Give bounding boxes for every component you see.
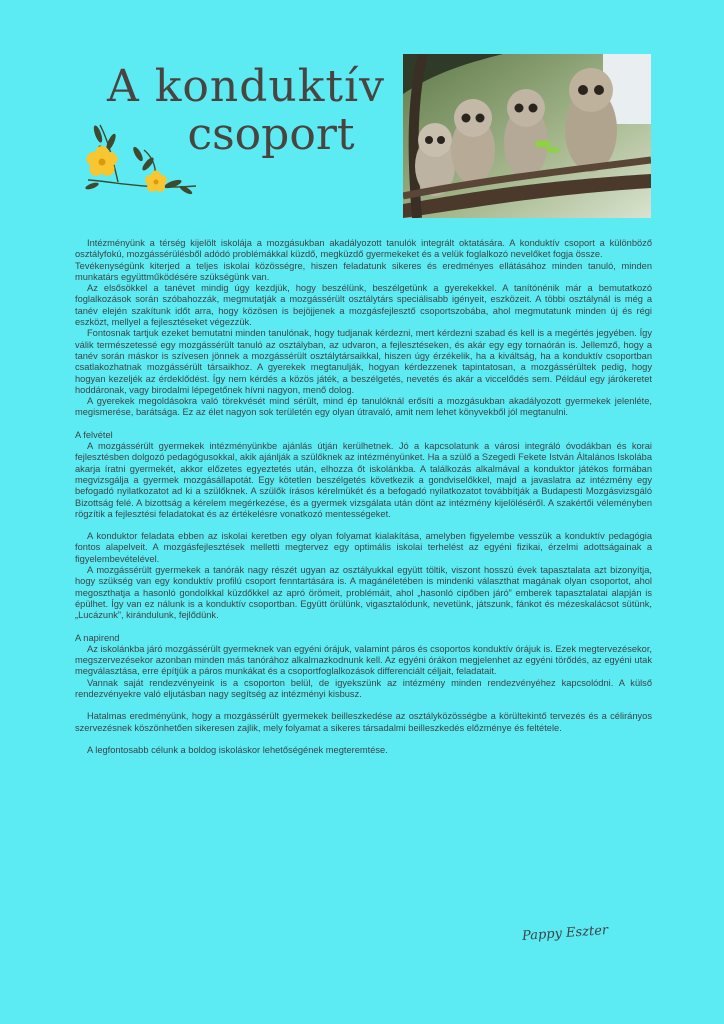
paragraph-solutions: A gyerekek megoldásokra való törekvését mind sérült, mind ép tanulóknál erősíti a mozgásukban akadályozott gyermekek jelenléte, megismerése, barátsága. Ez az élet nagyon sok területén egy olyan útravaló, amit nem lehet könyvekből jól megtanulni. [75, 396, 652, 418]
section-heading-schedule: A napirend [75, 632, 120, 643]
title-line-2: csoport [187, 109, 355, 161]
article-body [75, 238, 652, 756]
owl-3 [504, 89, 548, 178]
owl-4 [565, 68, 617, 172]
paragraph-first-graders: Az elsősökkel a tanévet mindig úgy kezdjük, hogy beszélünk, beszélgetünk a gyerekekkel. A tanítónénik már a bemutatkozó foglalkozások során szóbahozzák, megmutatják a mozgássérült osztálytárs speciálisabb igényeit, eszközeit. A többi osztálynál is még a tanév elején szakítunk időt arra, hogy közösen is bejöjjenek a mozgásfejlesztő csoportszobába, ahol megmutatunk minden új és régi eszközt, mellyel a fejlesztéseket végezzük. [75, 283, 652, 328]
paragraph-goal: A legfontosabb célunk a boldog iskoláskor lehetőségének megteremtése. [87, 744, 388, 755]
author-signature: Pappy Eszter [521, 923, 609, 944]
paragraph-admission: A mozgássérült gyermekek intézményünkbe ajánlás útján kerülhetnek. Jó a kapcsolatunk a városi integráló óvodákban és korai fejlesztésben dolgozó pedagógusokkal, akik ajánlják a szülőknek az intézményünket. Ha a szülő a Szegedi Fekete István Általános Iskolába akarja íratni gyermekét, akkor előzetes egyeztetés után, elhozza őt iskolánkba. A találkozás alkalmával a konduktor játékos formában megvizsgálja a gyermek mozgásállapotát. Egy kötetlen beszélgetés következik a gondviselőkkel, majd a javaslatra az intézmény egy befogadó nyilatkozatot ad ki a szülőknek. A szülők írásos kérelmükét és a befogadó nyilatkozatot továbbítják a Budapesti Mozgásvizsgáló Bizottság felé. A bizottság a kérelem megérkezése, és a gyermek vizsgálata után dönt az intézmény kijelöléséről. A szakértői véleményben rögzítik a fejlesztési feladatokat és az értékelésre vonatkozó mentességeket. [75, 441, 652, 519]
paragraph-group: A mozgássérült gyermekek a tanórák nagy részét ugyan az osztályukkal együtt töltik, viszont hosszú évek tapasztalata azt bizonyítja, hogy szükség van egy konduktív profilú csoport fenntartására is. A magánéletében is mindenki választhat magának olyan csoportot, ahol megoszthatja a hasonló gondolkkal küzdőkkel az apró örömeit, problémáit, ahol „hasonló cipőben járó” emberek tapasztalatai alapján is épülhet. Így van ez nálunk is a konduktív csoportban. Együtt örülünk, vigasztalódunk, nevetünk, játszunk, fánkot és mézeskalácsot sütünk, „Lucázunk”, kirándulunk, fejlődünk. [75, 565, 652, 621]
owl-chicks-photo [403, 54, 651, 218]
paragraph-importance: Fontosnak tartjuk ezeket bemutatni minden tanulónak, hogy tudjanak kérdezni, mert kérdezni szabad és kell is a megértés jegyében. Így válik természetessé egy mozgássérült tanuló az osztályban, az udvaron, a fejlesztéseken, és akár egy egy tornaórán is. Jellemző, hogy a tanév során máskor is szívesen jönnek a mozgássérült osztálytársaikkal, hiszen úgy érzékelik, ha a kiváltság, ha a konduktív csoportban csatlakozhatnak mozgássérült társaikhoz. A gyerekek megtanulják, hogyan kérdezzenek tapintatosan, a mozgássérültek pedig, hogy hogyan kezeljék az érdeklődést. Így nem kérdés a közös játék, a beszélgetés, nevetés és akár a viccelődés sem. Például egy járókeretet hoddáronak, vagy birodalmi lépegetőnek hívni nagyon, menő dolog. [75, 328, 652, 395]
section-heading-admission: A felvétel [75, 429, 113, 440]
paragraph-events: Vannak saját rendezvényeink is a csoporton belül, de igyekszünk az intézmény minden rendezvényéhez kapcsolódni. A külső rendezvényekre való eljutásban nagy segítség az intézményi kisbusz. [75, 677, 652, 699]
paragraph-schedule: Az iskolánkba járó mozgássérült gyermeknek van egyéni órájuk, valamint páros és csoportos konduktív órájuk is. Ezek megtervezésekor, megszervezésekor azonban minden más tanórához alkalmazkodnunk kell. Az egyéni órákon megjelenhet az egyéni törődés, az egyéni utak megválasztása, erre építjük a páros munkákat és a csoportfoglalkozások differenciált céljait, feladatait. [75, 643, 652, 677]
title-line-1: A konduktív [106, 61, 386, 112]
owl-2 [451, 99, 495, 184]
yellow-flowers-icon [78, 120, 208, 210]
paragraph-activity: Tevékenységünk kiterjed a teljes iskolai közösségre, hiszen feladatunk sikeres és eredményes ellátásához minden tanuló, minden munkatárs együttműködésére szükségünk van. [75, 260, 652, 282]
paragraph-intro: Intézményünk a térség kijelölt iskolája a mozgásukban akadályozott tanulók integrált oktatására. A konduktív csoport a különböző osztályfokú, mozgássérülésből adódó problémákkal küzdő, megküzdő gyermekeket és a velük foglalkozó nevelőket fogja össze. [75, 238, 652, 260]
paragraph-conductor-task: A konduktor feladata ebben az iskolai keretben egy olyan folyamat kialakítása, amelyben figyelembe vesszük a konduktív pedagógia fontos alapelveit. A mozgásfejlesztések melletti megtervez egy optimális iskolai terhelést az egyéni fizikai, érzelmi adottságainak a figyelembevételével. [75, 531, 652, 564]
owl-chicks-illustration [403, 54, 651, 218]
flower-large [87, 146, 118, 176]
paragraph-result: Hatalmas eredményünk, hogy a mozgássérült gyermekek beilleszkedése az osztályközösségbe a körültekintő tervezés és a célirányos szervezésnek köszönhetően sikeresen zajlik, mely folyamat a sikeres társadalmi beilleszkedés előzménye és feltétele. [75, 711, 652, 733]
flower-small [145, 171, 167, 193]
